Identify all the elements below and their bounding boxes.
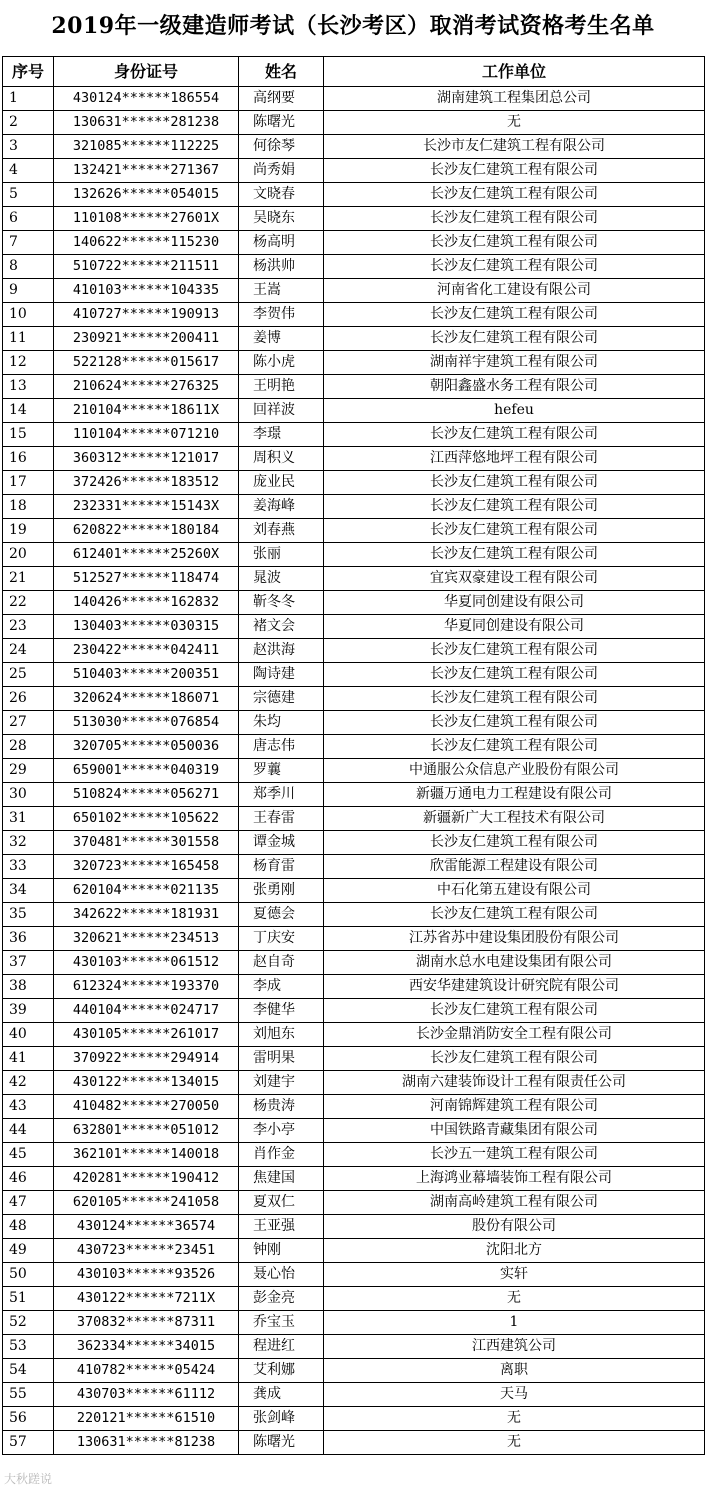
cell-employer: 长沙友仁建筑工程有限公司 — [324, 519, 705, 543]
table-row — [3, 279, 705, 303]
cell-seq: 39 — [3, 999, 54, 1023]
table-row — [3, 111, 705, 135]
cell-id-number: 362101******140018 — [54, 1143, 239, 1167]
cell-seq: 45 — [3, 1143, 54, 1167]
table-row — [3, 159, 705, 183]
cell-id-number: 110108******27601X — [54, 207, 239, 231]
table-row — [3, 303, 705, 327]
cell-seq: 22 — [3, 591, 54, 615]
table-row — [3, 927, 705, 951]
cell-employer: 无 — [324, 1431, 705, 1455]
table-row — [3, 711, 705, 735]
cell-id-number: 620104******021135 — [54, 879, 239, 903]
table-row — [3, 1263, 705, 1287]
table-row — [3, 1383, 705, 1407]
table-row — [3, 399, 705, 423]
cell-employer: 天马 — [324, 1383, 705, 1407]
cell-id-number: 320624******186071 — [54, 687, 239, 711]
table-row — [3, 519, 705, 543]
cell-id-number: 370922******294914 — [54, 1047, 239, 1071]
cell-id-number: 510824******056271 — [54, 783, 239, 807]
cell-employer: 长沙友仁建筑工程有限公司 — [324, 735, 705, 759]
cell-employer: 江苏省苏中建设集团股份有限公司 — [324, 927, 705, 951]
cell-seq: 28 — [3, 735, 54, 759]
table-row — [3, 1095, 705, 1119]
cell-name: 庞业民 — [239, 471, 324, 495]
table-row — [3, 1023, 705, 1047]
cell-employer: 无 — [324, 1407, 705, 1431]
table-row — [3, 687, 705, 711]
page-title: 2019年一级建造师考试（长沙考区）取消考试资格考生名单 — [51, 13, 655, 39]
cell-id-number: 132626******054015 — [54, 183, 239, 207]
cell-name: 陶诗建 — [239, 663, 324, 687]
cell-seq: 21 — [3, 567, 54, 591]
cell-employer: 无 — [324, 1287, 705, 1311]
table-row — [3, 255, 705, 279]
cell-seq: 13 — [3, 375, 54, 399]
cell-seq: 31 — [3, 807, 54, 831]
cell-id-number: 510722******211511 — [54, 255, 239, 279]
table-row — [3, 471, 705, 495]
table-row — [3, 423, 705, 447]
cell-name: 晁波 — [239, 567, 324, 591]
cell-employer: 华夏同创建设有限公司 — [324, 591, 705, 615]
cell-id-number: 440104******024717 — [54, 999, 239, 1023]
table-row — [3, 1167, 705, 1191]
cell-id-number: 210624******276325 — [54, 375, 239, 399]
table-row — [3, 135, 705, 159]
cell-employer: 湖南祥宇建筑工程有限公司 — [324, 351, 705, 375]
cell-name: 陈曙光 — [239, 111, 324, 135]
cell-seq: 56 — [3, 1407, 54, 1431]
cell-seq: 3 — [3, 135, 54, 159]
column-header-seq: 序号 — [3, 57, 54, 87]
cell-name: 陈曙光 — [239, 1431, 324, 1455]
cell-name: 谭金城 — [239, 831, 324, 855]
cell-name: 回祥波 — [239, 399, 324, 423]
cell-id-number: 370481******301558 — [54, 831, 239, 855]
cell-seq: 19 — [3, 519, 54, 543]
cell-seq: 11 — [3, 327, 54, 351]
cell-seq: 44 — [3, 1119, 54, 1143]
cell-employer: 长沙友仁建筑工程有限公司 — [324, 423, 705, 447]
candidate-table — [2, 56, 705, 1455]
cell-seq: 52 — [3, 1311, 54, 1335]
cell-employer: 沈阳北方 — [324, 1239, 705, 1263]
cell-name: 赵洪海 — [239, 639, 324, 663]
cell-id-number: 230422******042411 — [54, 639, 239, 663]
cell-employer: 长沙友仁建筑工程有限公司 — [324, 711, 705, 735]
cell-id-number: 632801******051012 — [54, 1119, 239, 1143]
cell-employer: 河南锦辉建筑工程有限公司 — [324, 1095, 705, 1119]
cell-name: 靳冬冬 — [239, 591, 324, 615]
cell-employer: 江西建筑公司 — [324, 1335, 705, 1359]
cell-seq: 2 — [3, 111, 54, 135]
cell-id-number: 320621******234513 — [54, 927, 239, 951]
table-row — [3, 87, 705, 111]
cell-id-number: 430105******261017 — [54, 1023, 239, 1047]
cell-id-number: 362334******34015 — [54, 1335, 239, 1359]
table-row — [3, 903, 705, 927]
cell-employer: 长沙友仁建筑工程有限公司 — [324, 903, 705, 927]
table-row — [3, 1287, 705, 1311]
table-header — [3, 57, 705, 87]
cell-seq: 17 — [3, 471, 54, 495]
column-header-name: 姓名 — [239, 57, 324, 87]
cell-name: 李健华 — [239, 999, 324, 1023]
cell-id-number: 230921******200411 — [54, 327, 239, 351]
cell-employer: 湖南六建装饰设计工程有限责任公司 — [324, 1071, 705, 1095]
cell-name: 宗德建 — [239, 687, 324, 711]
cell-name: 焦建国 — [239, 1167, 324, 1191]
table-row — [3, 615, 705, 639]
cell-seq: 32 — [3, 831, 54, 855]
cell-seq: 16 — [3, 447, 54, 471]
cell-name: 唐志伟 — [239, 735, 324, 759]
cell-name: 褚文会 — [239, 615, 324, 639]
cell-seq: 4 — [3, 159, 54, 183]
cell-employer: 河南省化工建设有限公司 — [324, 279, 705, 303]
cell-employer: 长沙友仁建筑工程有限公司 — [324, 543, 705, 567]
cell-seq: 29 — [3, 759, 54, 783]
cell-id-number: 360312******121017 — [54, 447, 239, 471]
table-row — [3, 735, 705, 759]
table-row — [3, 231, 705, 255]
table-row — [3, 831, 705, 855]
cell-seq: 25 — [3, 663, 54, 687]
cell-employer: 中国铁路青藏集团有限公司 — [324, 1119, 705, 1143]
cell-employer: hefeu — [324, 399, 705, 423]
cell-id-number: 513030******076854 — [54, 711, 239, 735]
cell-name: 聂心怡 — [239, 1263, 324, 1287]
cell-name: 钟刚 — [239, 1239, 324, 1263]
table-row — [3, 447, 705, 471]
cell-id-number: 410727******190913 — [54, 303, 239, 327]
table-row — [3, 207, 705, 231]
cell-employer: 中通服公众信息产业股份有限公司 — [324, 759, 705, 783]
cell-employer: 长沙友仁建筑工程有限公司 — [324, 663, 705, 687]
cell-employer: 湖南建筑工程集团总公司 — [324, 87, 705, 111]
cell-id-number: 410782******05424 — [54, 1359, 239, 1383]
table-body — [3, 87, 705, 1455]
cell-name: 张剑峰 — [239, 1407, 324, 1431]
cell-name: 李贺伟 — [239, 303, 324, 327]
cell-name: 王春雷 — [239, 807, 324, 831]
cell-id-number: 620822******180184 — [54, 519, 239, 543]
cell-seq: 40 — [3, 1023, 54, 1047]
cell-name: 杨高明 — [239, 231, 324, 255]
cell-seq: 6 — [3, 207, 54, 231]
column-header-id-number: 身份证号 — [54, 57, 239, 87]
table-row — [3, 639, 705, 663]
cell-employer: 湖南高岭建筑工程有限公司 — [324, 1191, 705, 1215]
cell-employer: 长沙市友仁建筑工程有限公司 — [324, 135, 705, 159]
table-row — [3, 879, 705, 903]
cell-employer: 长沙友仁建筑工程有限公司 — [324, 831, 705, 855]
cell-seq: 24 — [3, 639, 54, 663]
cell-id-number: 650102******105622 — [54, 807, 239, 831]
cell-seq: 10 — [3, 303, 54, 327]
cell-name: 高纲要 — [239, 87, 324, 111]
table-row — [3, 1359, 705, 1383]
cell-id-number: 510403******200351 — [54, 663, 239, 687]
cell-name: 文晓春 — [239, 183, 324, 207]
table-row — [3, 1311, 705, 1335]
cell-id-number: 130631******81238 — [54, 1431, 239, 1455]
table-row — [3, 1191, 705, 1215]
cell-name: 龚成 — [239, 1383, 324, 1407]
cell-seq: 54 — [3, 1359, 54, 1383]
cell-name: 罗蘘 — [239, 759, 324, 783]
cell-seq: 14 — [3, 399, 54, 423]
cell-name: 陈小虎 — [239, 351, 324, 375]
cell-id-number: 410482******270050 — [54, 1095, 239, 1119]
cell-id-number: 130631******281238 — [54, 111, 239, 135]
cell-name: 夏德会 — [239, 903, 324, 927]
cell-name: 刘建宇 — [239, 1071, 324, 1095]
cell-seq: 53 — [3, 1335, 54, 1359]
cell-employer: 西安华建建筑设计研究院有限公司 — [324, 975, 705, 999]
cell-name: 王亚强 — [239, 1215, 324, 1239]
cell-employer: 长沙友仁建筑工程有限公司 — [324, 327, 705, 351]
cell-employer: 长沙友仁建筑工程有限公司 — [324, 231, 705, 255]
cell-seq: 27 — [3, 711, 54, 735]
cell-id-number: 372426******183512 — [54, 471, 239, 495]
cell-id-number: 140622******115230 — [54, 231, 239, 255]
cell-id-number: 420281******190412 — [54, 1167, 239, 1191]
cell-name: 何徐琴 — [239, 135, 324, 159]
cell-name: 李成 — [239, 975, 324, 999]
cell-name: 雷明果 — [239, 1047, 324, 1071]
cell-seq: 35 — [3, 903, 54, 927]
cell-employer: 1 — [324, 1311, 705, 1335]
cell-seq: 33 — [3, 855, 54, 879]
cell-id-number: 320705******050036 — [54, 735, 239, 759]
cell-employer: 长沙友仁建筑工程有限公司 — [324, 303, 705, 327]
cell-name: 王嵩 — [239, 279, 324, 303]
cell-id-number: 522128******015617 — [54, 351, 239, 375]
table-row — [3, 951, 705, 975]
cell-id-number: 430723******23451 — [54, 1239, 239, 1263]
cell-name: 乔宝玉 — [239, 1311, 324, 1335]
cell-seq: 9 — [3, 279, 54, 303]
cell-seq: 47 — [3, 1191, 54, 1215]
cell-seq: 5 — [3, 183, 54, 207]
cell-name: 丁庆安 — [239, 927, 324, 951]
cell-id-number: 232331******15143X — [54, 495, 239, 519]
table-row — [3, 183, 705, 207]
cell-id-number: 612401******25260X — [54, 543, 239, 567]
cell-name: 李小亭 — [239, 1119, 324, 1143]
table-row — [3, 1431, 705, 1455]
cell-seq: 57 — [3, 1431, 54, 1455]
cell-employer: 长沙友仁建筑工程有限公司 — [324, 495, 705, 519]
column-header-employer: 工作单位 — [324, 57, 705, 87]
table-row — [3, 783, 705, 807]
cell-name: 刘旭东 — [239, 1023, 324, 1047]
cell-employer: 长沙友仁建筑工程有限公司 — [324, 1047, 705, 1071]
cell-employer: 无 — [324, 111, 705, 135]
cell-id-number: 342622******181931 — [54, 903, 239, 927]
cell-name: 刘春燕 — [239, 519, 324, 543]
table-row — [3, 663, 705, 687]
cell-seq: 55 — [3, 1383, 54, 1407]
cell-name: 姜博 — [239, 327, 324, 351]
table-row — [3, 351, 705, 375]
cell-employer: 离职 — [324, 1359, 705, 1383]
cell-employer: 长沙友仁建筑工程有限公司 — [324, 183, 705, 207]
cell-name: 杨育雷 — [239, 855, 324, 879]
cell-id-number: 140426******162832 — [54, 591, 239, 615]
table-row — [3, 375, 705, 399]
cell-employer: 长沙友仁建筑工程有限公司 — [324, 687, 705, 711]
table-row — [3, 495, 705, 519]
cell-id-number: 410103******104335 — [54, 279, 239, 303]
cell-employer: 长沙友仁建筑工程有限公司 — [324, 639, 705, 663]
cell-seq: 36 — [3, 927, 54, 951]
cell-id-number: 370832******87311 — [54, 1311, 239, 1335]
cell-id-number: 430703******61112 — [54, 1383, 239, 1407]
cell-id-number: 612324******193370 — [54, 975, 239, 999]
cell-seq: 18 — [3, 495, 54, 519]
cell-employer: 长沙友仁建筑工程有限公司 — [324, 255, 705, 279]
cell-seq: 38 — [3, 975, 54, 999]
cell-employer: 江西萍悠地坪工程有限公司 — [324, 447, 705, 471]
cell-employer: 新疆万通电力工程建设有限公司 — [324, 783, 705, 807]
cell-employer: 朝阳鑫盛水务工程有限公司 — [324, 375, 705, 399]
cell-employer: 湖南水总水电建设集团有限公司 — [324, 951, 705, 975]
cell-seq: 1 — [3, 87, 54, 111]
table-row — [3, 807, 705, 831]
cell-seq: 34 — [3, 879, 54, 903]
table-row — [3, 1239, 705, 1263]
table-row — [3, 1119, 705, 1143]
table-row — [3, 543, 705, 567]
watermark: 大秋蹉说 — [4, 1472, 53, 1486]
cell-id-number: 430124******36574 — [54, 1215, 239, 1239]
cell-id-number: 659001******040319 — [54, 759, 239, 783]
cell-employer: 华夏同创建设有限公司 — [324, 615, 705, 639]
cell-id-number: 620105******241058 — [54, 1191, 239, 1215]
cell-id-number: 130403******030315 — [54, 615, 239, 639]
cell-name: 朱均 — [239, 711, 324, 735]
cell-employer: 长沙友仁建筑工程有限公司 — [324, 999, 705, 1023]
cell-employer: 长沙金鼎消防安全工程有限公司 — [324, 1023, 705, 1047]
cell-id-number: 430122******134015 — [54, 1071, 239, 1095]
table-row — [3, 855, 705, 879]
cell-seq: 42 — [3, 1071, 54, 1095]
cell-seq: 12 — [3, 351, 54, 375]
table-row — [3, 327, 705, 351]
cell-employer: 欣雷能源工程建设有限公司 — [324, 855, 705, 879]
cell-employer: 上海鸿业幕墙装饰工程有限公司 — [324, 1167, 705, 1191]
cell-id-number: 320723******165458 — [54, 855, 239, 879]
cell-seq: 7 — [3, 231, 54, 255]
cell-seq: 37 — [3, 951, 54, 975]
cell-name: 王明艳 — [239, 375, 324, 399]
cell-id-number: 512527******118474 — [54, 567, 239, 591]
cell-id-number: 430124******186554 — [54, 87, 239, 111]
cell-id-number: 132421******271367 — [54, 159, 239, 183]
cell-seq: 49 — [3, 1239, 54, 1263]
table-row — [3, 1071, 705, 1095]
cell-id-number: 110104******071210 — [54, 423, 239, 447]
cell-name: 程进红 — [239, 1335, 324, 1359]
cell-employer: 新疆新广大工程技术有限公司 — [324, 807, 705, 831]
table-row — [3, 759, 705, 783]
cell-employer: 长沙友仁建筑工程有限公司 — [324, 159, 705, 183]
cell-employer: 长沙五一建筑工程有限公司 — [324, 1143, 705, 1167]
cell-id-number: 430103******93526 — [54, 1263, 239, 1287]
cell-name: 吴晓东 — [239, 207, 324, 231]
table-row — [3, 999, 705, 1023]
cell-employer: 中石化第五建设有限公司 — [324, 879, 705, 903]
cell-seq: 51 — [3, 1287, 54, 1311]
cell-name: 杨贵涛 — [239, 1095, 324, 1119]
table-row — [3, 567, 705, 591]
cell-name: 赵自奇 — [239, 951, 324, 975]
table-row — [3, 1407, 705, 1431]
cell-id-number: 210104******18611X — [54, 399, 239, 423]
cell-seq: 30 — [3, 783, 54, 807]
cell-employer: 长沙友仁建筑工程有限公司 — [324, 471, 705, 495]
cell-name: 张丽 — [239, 543, 324, 567]
cell-name: 夏双仁 — [239, 1191, 324, 1215]
cell-seq: 26 — [3, 687, 54, 711]
cell-name: 李璟 — [239, 423, 324, 447]
table-row — [3, 1215, 705, 1239]
cell-name: 郑季川 — [239, 783, 324, 807]
cell-name: 尚秀娟 — [239, 159, 324, 183]
cell-id-number: 321085******112225 — [54, 135, 239, 159]
cell-name: 周积义 — [239, 447, 324, 471]
table-row — [3, 591, 705, 615]
cell-name: 张勇刚 — [239, 879, 324, 903]
cell-seq: 48 — [3, 1215, 54, 1239]
cell-name: 艾利娜 — [239, 1359, 324, 1383]
table-row — [3, 1047, 705, 1071]
cell-id-number: 430103******061512 — [54, 951, 239, 975]
cell-seq: 43 — [3, 1095, 54, 1119]
cell-employer: 实轩 — [324, 1263, 705, 1287]
cell-seq: 8 — [3, 255, 54, 279]
cell-employer: 长沙友仁建筑工程有限公司 — [324, 207, 705, 231]
cell-name: 肖作金 — [239, 1143, 324, 1167]
cell-name: 彭金亮 — [239, 1287, 324, 1311]
cell-seq: 15 — [3, 423, 54, 447]
cell-seq: 50 — [3, 1263, 54, 1287]
cell-name: 杨洪帅 — [239, 255, 324, 279]
cell-id-number: 220121******61510 — [54, 1407, 239, 1431]
cell-seq: 23 — [3, 615, 54, 639]
cell-name: 姜海峰 — [239, 495, 324, 519]
cell-seq: 20 — [3, 543, 54, 567]
cell-seq: 41 — [3, 1047, 54, 1071]
table-row — [3, 1335, 705, 1359]
cell-id-number: 430122******7211X — [54, 1287, 239, 1311]
cell-seq: 46 — [3, 1167, 54, 1191]
table-row — [3, 975, 705, 999]
cell-employer: 股份有限公司 — [324, 1215, 705, 1239]
cell-employer: 宜宾双豪建设工程有限公司 — [324, 567, 705, 591]
table-row — [3, 1143, 705, 1167]
